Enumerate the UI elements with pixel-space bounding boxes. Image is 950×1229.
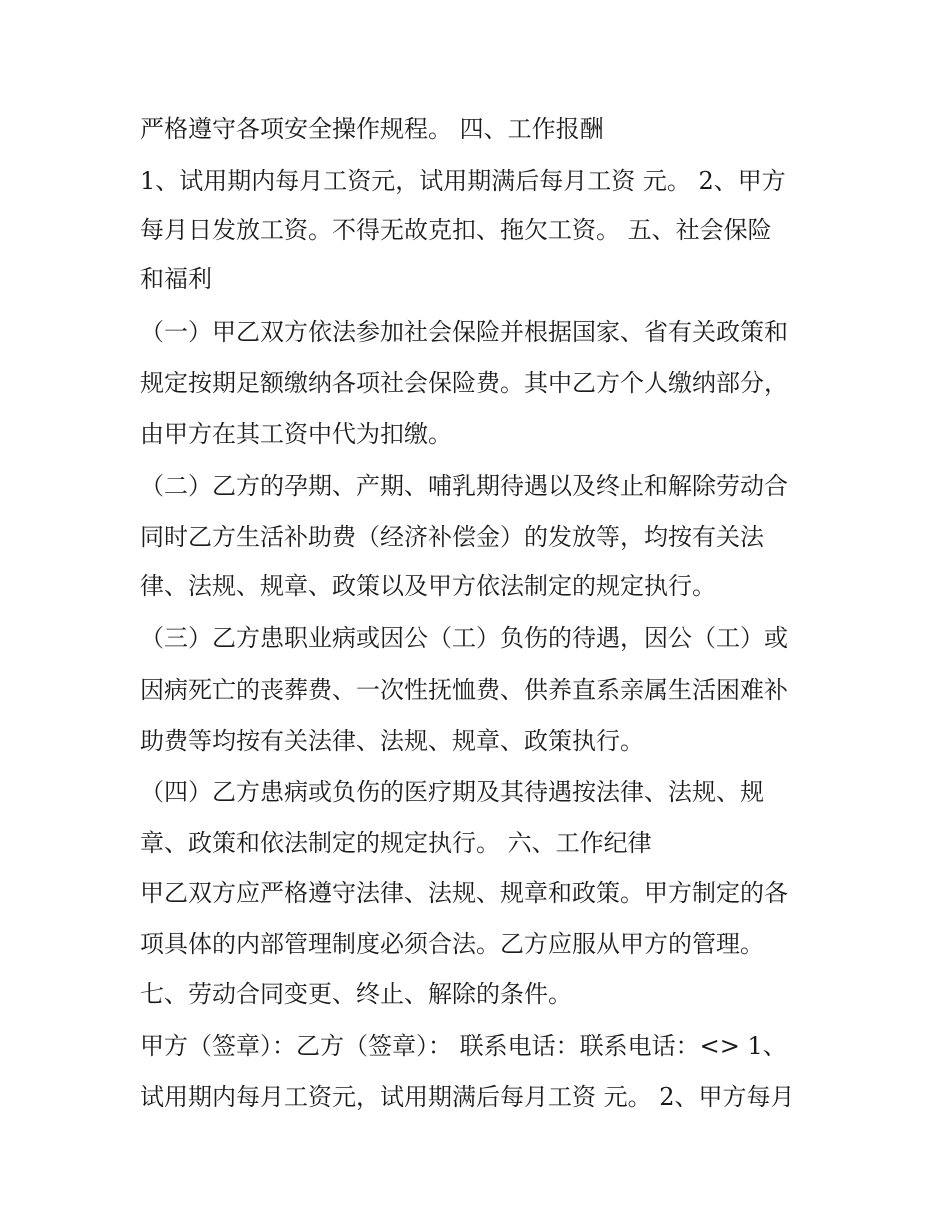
text-line: 因病死亡的丧葬费、一次性抚恤费、供养直系亲属生活困难补	[140, 676, 788, 704]
text-line: （一）甲乙双方依法参加社会保险并根据国家、省有关政策和	[140, 318, 788, 346]
text-line: 七、劳动合同变更、终止、解除的条件。	[140, 980, 572, 1008]
text-line: 助费等均按有关法律、法规、规章、政策执行。	[140, 727, 644, 755]
text-line: 同时乙方生活补助费（经济补偿金）的发放等，均按有关法	[140, 523, 764, 551]
text-line: 由甲方在其工资中代为扣缴。	[140, 420, 452, 448]
text-line: 章、政策和依法制定的规定执行。 六、工作纪律	[140, 829, 652, 857]
text-line: （三）乙方患职业病或因公（工）负伤的待遇，因公（工）或	[140, 624, 788, 652]
text-line: 甲乙双方应严格遵守法律、法规、规章和政策。甲方制定的各	[140, 879, 788, 907]
text-line: 每月日发放工资。不得无故克扣、拖欠工资。 五、社会保险	[140, 216, 772, 244]
text-line: （二）乙方的孕期、产期、哺乳期待遇以及终止和解除劳动合	[140, 472, 788, 500]
text-line: 律、法规、规章、政策以及甲方依法制定的规定执行。	[140, 572, 716, 600]
text-line: 严格遵守各项安全操作规程。 四、工作报酬	[140, 115, 604, 143]
text-line: （四）乙方患病或负伤的医疗期及其待遇按法律、法规、规	[140, 778, 764, 806]
text-line: 甲方（签章）：乙方（签章）： 联系电话：联系电话：<> 1、	[140, 1032, 787, 1060]
text-line: 和福利	[140, 265, 212, 293]
text-line: 规定按期足额缴纳各项社会保险费。其中乙方个人缴纳部分，	[140, 369, 788, 397]
text-line: 1、试用期内每月工资元，试用期满后每月工资 元。 2、甲方	[140, 167, 786, 195]
text-line: 试用期内每月工资元，试用期满后每月工资 元。 2、甲方每月	[140, 1083, 795, 1111]
text-line: 项具体的内部管理制度必须合法。乙方应服从甲方的管理。	[140, 930, 764, 958]
